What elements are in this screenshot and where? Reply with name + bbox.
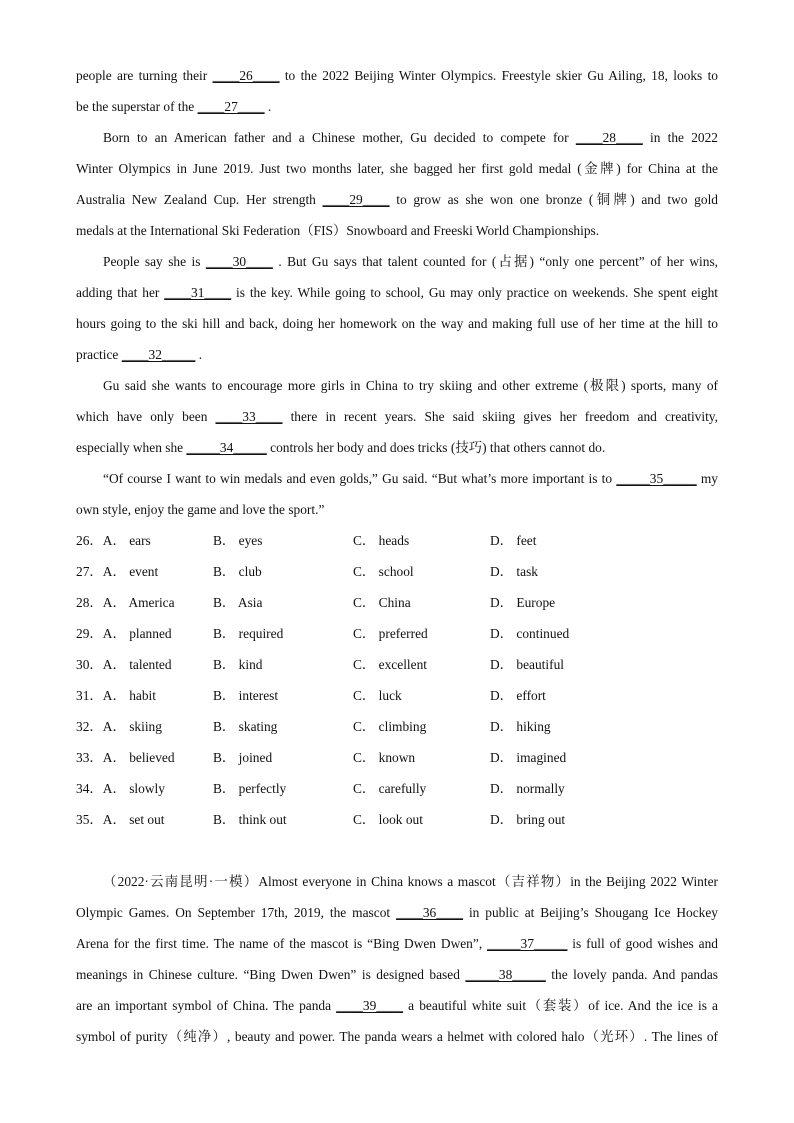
option-b[interactable]: B． required: [213, 626, 284, 641]
question-number: 31．: [76, 688, 103, 703]
question-number: 33．: [76, 750, 103, 765]
passage-text: Winter Olympics in June 2019. Just two months later, she bagged her first gold medal (金牌) for China at the: [76, 161, 718, 176]
passage-line: [76, 866, 718, 897]
answer-blank: ____31____: [164, 285, 232, 300]
exam-page: [76, 60, 718, 1052]
passage-line: [76, 215, 718, 246]
answer-blank: _____37_____: [487, 936, 568, 951]
passage-line: [76, 897, 718, 928]
answer-blank: _____35_____: [616, 471, 697, 486]
question-row: [76, 525, 718, 556]
answer-blank: _____34_____: [186, 440, 267, 455]
option-a-text: A． habit: [102, 688, 156, 703]
option-a-text: A． slowly: [102, 781, 165, 796]
passage-line: [76, 308, 718, 339]
passage-text: there in recent years. She said skiing gives her freedom and creativity,: [282, 409, 718, 424]
passage-text: people are turning their: [76, 68, 213, 83]
passage-text: Arena for the first time. The name of the mascot is “Bing Dwen Dwen”,: [76, 936, 488, 951]
passage-text: my: [696, 471, 719, 486]
passage-line: [76, 277, 718, 308]
passage-line: [76, 1021, 718, 1052]
option-d[interactable]: D． normally: [490, 781, 565, 796]
option-a-text: A． set out: [102, 812, 165, 827]
answer-blank: ____29____: [322, 192, 390, 207]
passage-line: [76, 153, 718, 184]
option-a-text: A． talented: [102, 657, 172, 672]
option-b[interactable]: B． kind: [213, 657, 263, 672]
question-row: [76, 804, 718, 835]
option-c[interactable]: C． climbing: [353, 719, 427, 734]
passage-line: [76, 401, 718, 432]
option-a[interactable]: [76, 711, 162, 742]
option-b[interactable]: B． Asia: [213, 595, 263, 610]
option-a-text: A． event: [102, 564, 159, 579]
question-number: 32．: [76, 719, 103, 734]
option-b[interactable]: B． perfectly: [213, 781, 287, 796]
option-d[interactable]: D． Europe: [490, 595, 556, 610]
answer-blank: ____32_____: [121, 347, 196, 362]
question-row: [76, 742, 718, 773]
passage-2: [76, 866, 718, 1052]
passage-text: （2022·云南昆明·一模）Almost everyone in China knows a mascot（吉祥物）in the Beijing 2022 Winter: [103, 874, 718, 889]
question-row: [76, 649, 718, 680]
question-row: [76, 587, 718, 618]
option-b[interactable]: B． think out: [213, 812, 287, 827]
answer-blank: ____26____: [212, 68, 280, 83]
passage-text: Olympic Games. On September 17th, 2019, the mascot: [76, 905, 397, 920]
option-d[interactable]: D． task: [490, 564, 538, 579]
option-c[interactable]: C． preferred: [353, 626, 428, 641]
passage-text: controls her body and does tricks (技巧) that others cannot do.: [266, 440, 606, 455]
option-a[interactable]: [76, 618, 172, 649]
passage-line: [76, 339, 718, 370]
option-a-text: A． ears: [102, 533, 151, 548]
answer-blank: ____27____: [197, 99, 265, 114]
passage-line: [76, 370, 718, 401]
option-a[interactable]: [76, 649, 172, 680]
passage-text: in the 2022: [642, 130, 718, 145]
option-d[interactable]: D． hiking: [490, 719, 551, 734]
passage-line: [76, 122, 718, 153]
option-b[interactable]: B． club: [213, 564, 262, 579]
answer-blank: _____38_____: [465, 967, 546, 982]
option-a[interactable]: [76, 804, 165, 835]
option-d[interactable]: D． feet: [490, 533, 537, 548]
question-number: 35．: [76, 812, 103, 827]
option-d[interactable]: D． continued: [490, 626, 570, 641]
option-a-text: A． America: [102, 595, 175, 610]
option-a[interactable]: [76, 556, 158, 587]
passage-line: [76, 463, 718, 494]
option-a[interactable]: [76, 680, 156, 711]
passage-text: meanings in Chinese culture. “Bing Dwen Dwen” is designed based: [76, 967, 466, 982]
question-number: 26．: [76, 533, 103, 548]
passage-1: [76, 60, 718, 525]
option-a[interactable]: [76, 525, 151, 556]
option-d[interactable]: D． beautiful: [490, 657, 565, 672]
question-row: [76, 556, 718, 587]
option-c[interactable]: C． school: [353, 564, 414, 579]
passage-text: to grow as she won one bronze (铜牌) and two gold: [389, 192, 718, 207]
passage-line: [76, 91, 718, 122]
question-number: 34．: [76, 781, 103, 796]
question-number: 28．: [76, 595, 103, 610]
question-row: [76, 773, 718, 804]
passage-text: .: [195, 347, 203, 362]
passage-text: medals at the International Ski Federation（FIS）Snowboard and Freeski World Championships.: [76, 223, 600, 238]
option-c[interactable]: C． look out: [353, 812, 423, 827]
option-d[interactable]: D． effort: [490, 688, 546, 703]
passage-text: adding that her: [76, 285, 165, 300]
passage-text: to the 2022 Beijing Winter Olympics. Freestyle skier Gu Ailing, 18, looks to: [279, 68, 718, 83]
answer-blank: ____36____: [396, 905, 464, 920]
option-a-text: A． skiing: [102, 719, 162, 734]
option-d[interactable]: D． bring out: [490, 812, 566, 827]
question-row: [76, 618, 718, 649]
option-a[interactable]: [76, 773, 165, 804]
passage-line: [76, 246, 718, 277]
passage-text: .: [264, 99, 272, 114]
option-b[interactable]: B． skating: [213, 719, 278, 734]
section-gap: [76, 835, 718, 866]
question-row: [76, 680, 718, 711]
passage-text: hours going to the ski hill and back, doing her homework on the way and making full use of her time at the hill to: [76, 316, 718, 331]
option-c[interactable]: C． excellent: [353, 657, 427, 672]
question-number: 29．: [76, 626, 103, 641]
passage-text: practice: [76, 347, 122, 362]
answer-blank: ____39____: [336, 998, 404, 1013]
passage-line: [76, 494, 718, 525]
option-b[interactable]: B． eyes: [213, 533, 263, 548]
question-row: [76, 711, 718, 742]
question-number: 30．: [76, 657, 103, 672]
passage-text: People say she is: [103, 254, 206, 269]
passage-text: Born to an American father and a Chinese mother, Gu decided to compete for: [103, 130, 576, 145]
option-c[interactable]: C． known: [353, 750, 416, 765]
passage-line: [76, 990, 718, 1021]
option-c[interactable]: C． luck: [353, 688, 402, 703]
passage-text: Gu said she wants to encourage more girls in China to try skiing and other extreme (极限) sports, many of: [103, 378, 718, 393]
passage-line: [76, 959, 718, 990]
passage-text: be the superstar of the: [76, 99, 198, 114]
passage-text: “Of course I want to win medals and even golds,” Gu said. “But what’s more important is to: [103, 471, 617, 486]
passage-text: is the key. While going to school, Gu may only practice on weekends. She spent eight: [231, 285, 719, 300]
passage-text: Australia New Zealand Cup. Her strength: [76, 192, 323, 207]
option-b[interactable]: B． joined: [213, 750, 273, 765]
passage-text: own style, enjoy the game and love the sport.”: [76, 502, 325, 517]
option-b[interactable]: B． interest: [213, 688, 279, 703]
passage-text: are an important symbol of China. The panda: [76, 998, 337, 1013]
passage-text: especially when she: [76, 440, 187, 455]
passage-line: [76, 60, 718, 91]
answer-blank: ____30____: [205, 254, 273, 269]
passage-line: [76, 432, 718, 463]
question-number: 27．: [76, 564, 103, 579]
option-c[interactable]: C． heads: [353, 533, 410, 548]
passage-text: . But Gu says that talent counted for (占据) “only one percent” of her wins,: [272, 254, 719, 269]
option-a-text: A． believed: [102, 750, 175, 765]
option-c[interactable]: C． carefully: [353, 781, 427, 796]
option-d[interactable]: D． imagined: [490, 750, 567, 765]
answer-blank: ____28____: [575, 130, 643, 145]
passage-text: the lovely panda. And pandas: [545, 967, 718, 982]
passage-text: in public at Beijing’s Shougang Ice Hockey: [463, 905, 718, 920]
passage-line: [76, 184, 718, 215]
passage-text: a beautiful white suit（套装）of ice. And the ice is a: [403, 998, 718, 1013]
option-a-text: A． planned: [102, 626, 172, 641]
passage-text: is full of good wishes and: [567, 936, 718, 951]
passage-text: symbol of purity（纯净）, beauty and power. The panda wears a helmet with colored halo（光环）. The lines of: [76, 1029, 718, 1044]
question-list: [76, 525, 718, 835]
passage-line: [76, 928, 718, 959]
option-c[interactable]: C． China: [353, 595, 411, 610]
passage-text: which have only been: [76, 409, 216, 424]
option-a[interactable]: [76, 742, 175, 773]
answer-blank: ____33____: [215, 409, 283, 424]
option-a[interactable]: [76, 587, 175, 618]
